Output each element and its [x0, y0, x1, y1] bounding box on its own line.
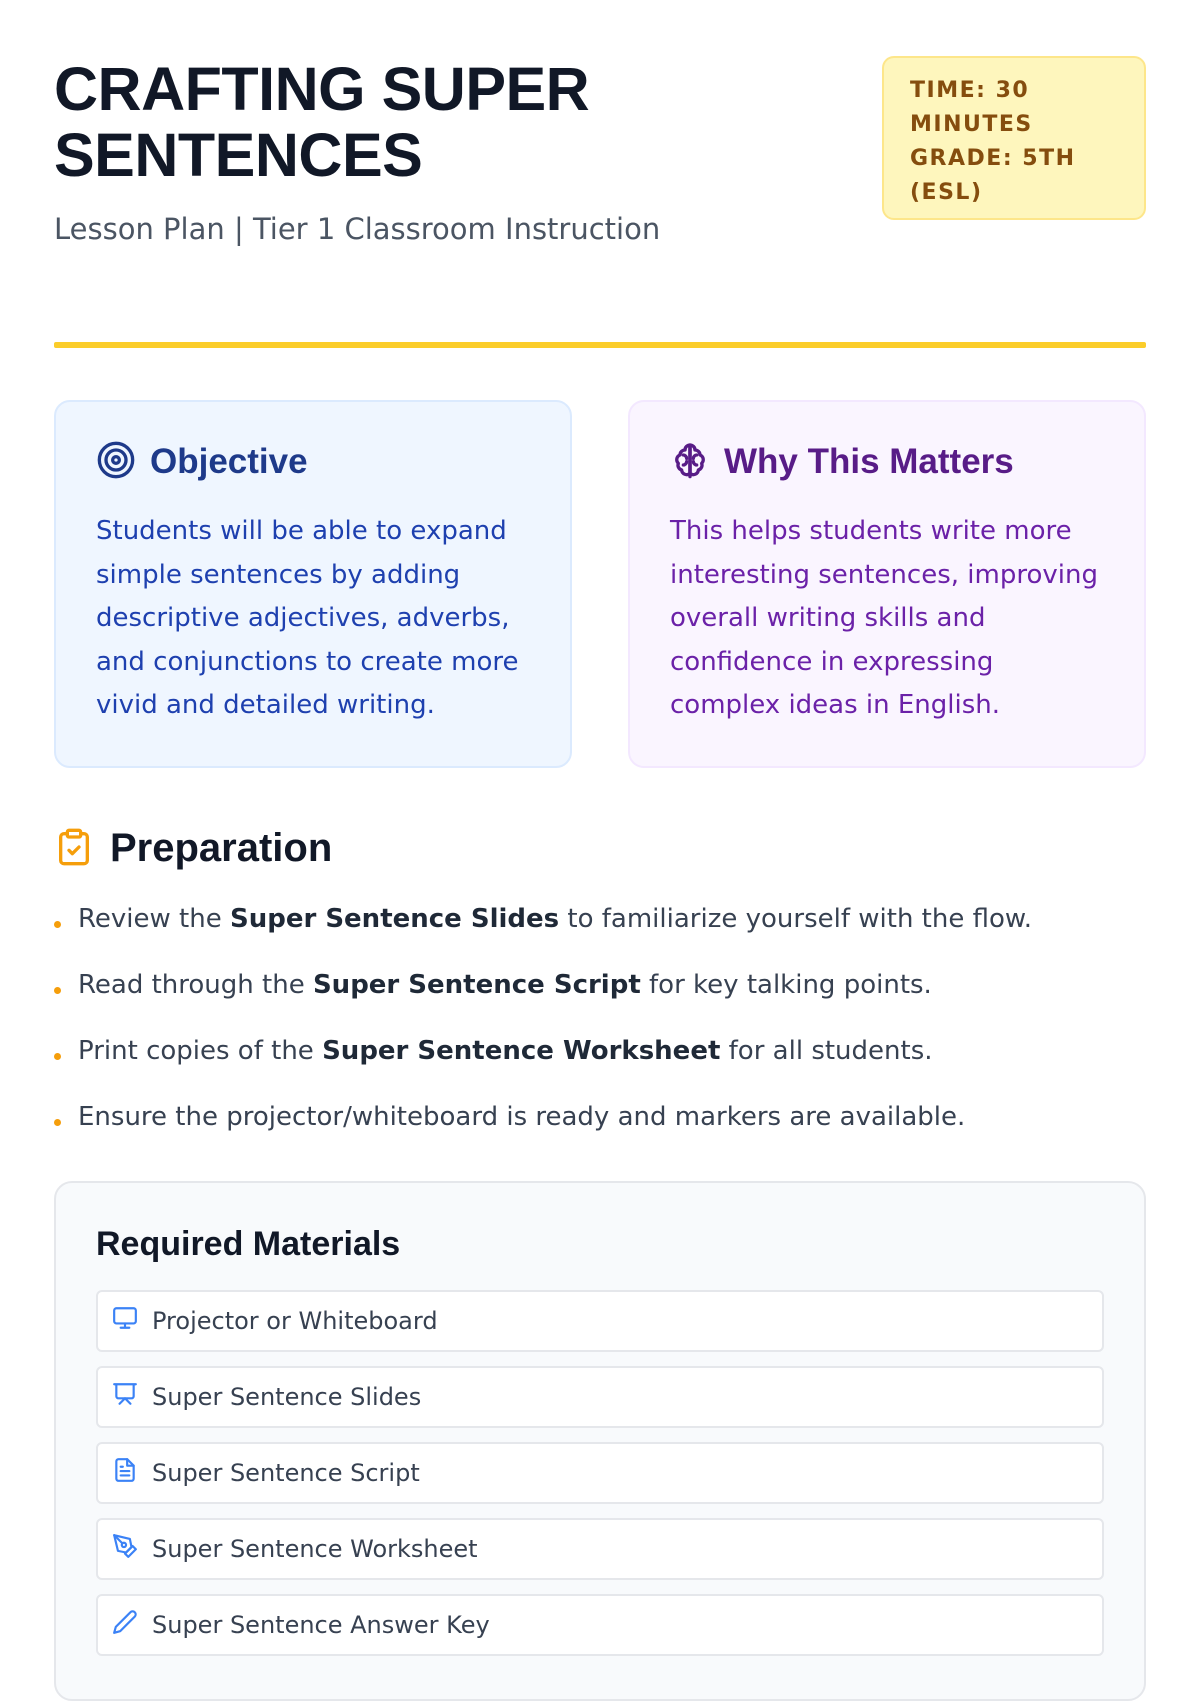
material-label: Super Sentence Script: [152, 1459, 420, 1487]
target-icon: [96, 440, 136, 484]
preparation-header: [54, 826, 1146, 871]
why-matters-header: [670, 440, 1104, 484]
header-divider: [54, 342, 1146, 348]
list-item: Read through the Super Sentence Script for key talking points.: [54, 967, 1146, 1003]
objective-card: [54, 400, 572, 768]
why-matters-text: This helps students write more interesting sentences, improving overall writing skills and confidence in expressing complex ideas in English.: [670, 516, 1098, 720]
material-label: Super Sentence Answer Key: [152, 1611, 490, 1639]
material-item: [96, 1518, 1104, 1580]
objective-text: Students will be able to expand simple sentences by adding descriptive adjectives, adverbs, and conjunctions to create more vivid and detailed writing.: [96, 516, 519, 720]
monitor-icon: [112, 1305, 138, 1337]
material-item: [96, 1366, 1104, 1428]
page-subtitle: Lesson Plan | Tier 1 Classroom Instruction: [54, 212, 661, 246]
grade-label: GRADE: 5TH (ESL): [910, 146, 1076, 205]
material-item: [96, 1290, 1104, 1352]
brain-icon: [670, 440, 710, 484]
clipboard-check-icon: [54, 827, 94, 871]
material-label: Projector or Whiteboard: [152, 1307, 438, 1335]
list-item: Review the Super Sentence Slides to familiarize yourself with the flow.: [54, 901, 1146, 937]
preparation-list: [54, 901, 1146, 1135]
header: [54, 56, 1146, 286]
why-matters-heading: Why This Matters: [724, 442, 1014, 481]
time-grade-badge: [882, 56, 1146, 220]
pen-tool-icon: [112, 1533, 138, 1565]
document-icon: [112, 1457, 138, 1489]
time-label: TIME: 30 MINUTES: [910, 78, 1033, 137]
presentation-icon: [112, 1381, 138, 1413]
material-item: [96, 1442, 1104, 1504]
objective-heading: Objective: [150, 442, 308, 481]
why-matters-card: [628, 400, 1146, 768]
preparation-heading: Preparation: [110, 826, 333, 870]
info-cards: [54, 400, 1146, 768]
page-title: CRAFTING SUPER SENTENCES: [54, 55, 590, 189]
objective-header: [96, 440, 530, 484]
materials-heading: Required Materials: [96, 1225, 401, 1263]
required-materials-panel: [54, 1181, 1146, 1701]
list-item: Ensure the projector/whiteboard is ready and markers are available.: [54, 1099, 1146, 1135]
material-item: [96, 1594, 1104, 1656]
check-pen-icon: [112, 1609, 138, 1641]
list-item: Print copies of the Super Sentence Worksheet for all students.: [54, 1033, 1146, 1069]
material-label: Super Sentence Slides: [152, 1383, 422, 1411]
material-label: Super Sentence Worksheet: [152, 1535, 478, 1563]
